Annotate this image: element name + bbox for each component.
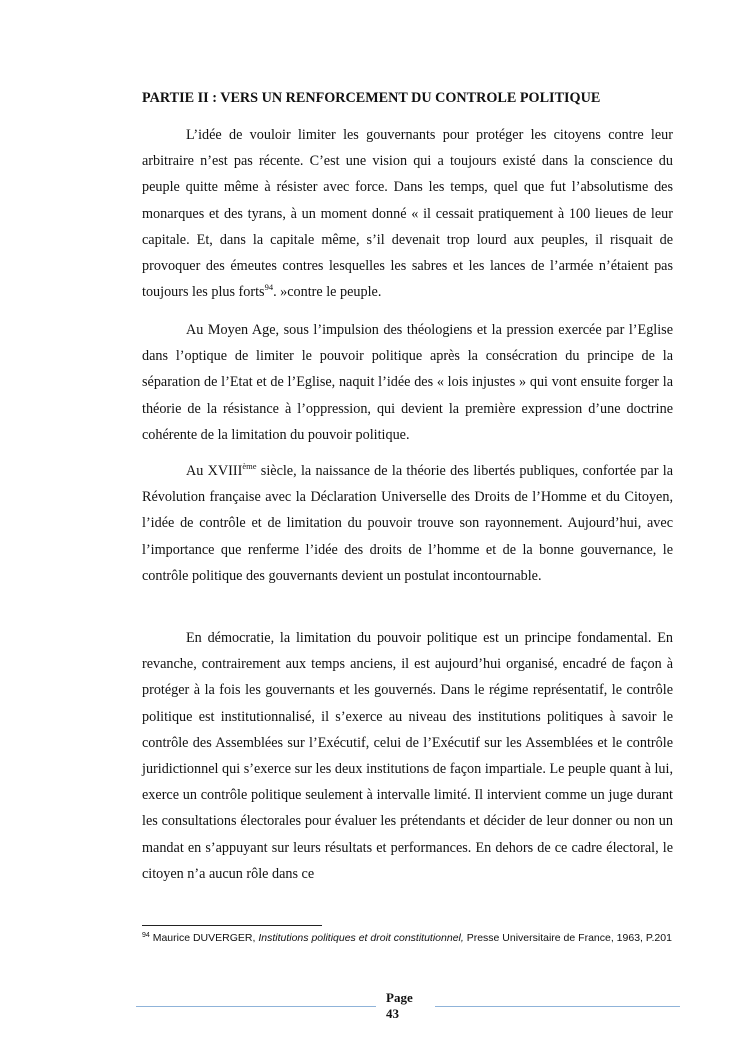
page-number-block	[386, 990, 431, 1022]
paragraph-2: Au Moyen Age, sous l’impulsion des théologiens et la pression exercée par l’Eglise dans l’optique de limiter le pouvoir politique après la consécration du principe de la séparation de l’Etat et de l’Eglise, naquit l’idée des « lois injustes » qui vont ensuite forger la théorie de la résistance à l’oppression, qui devient la première expression d’une doctrine cohérente de la limitation du pouvoir politique.	[142, 322, 673, 443]
paragraph-1	[142, 122, 673, 305]
footnote-reference-94[interactable]: 94	[264, 282, 274, 293]
paragraph-4: En démocratie, la limitation du pouvoir politique est un principe fondamental. En revanche, contrairement aux temps anciens, il est aujourd’hui organisé, encadré de façon à protéger à la fois les gouvernants et les gouvernés. Dans le régime représentatif, le contrôle politique est institutionnalisé, il s’exerce au niveau des institutions politiques à savoir le contrôle des Assemblées sur l’Exécutif, celui de l’Exécutif sur les Assemblées et le contrôle juridictionnel qui s’exerce sur les deux institutions de façon impartiale. Le peuple quant à lui, exerce un contrôle politique seulement à intervalle limité. Il intervient comme un juge durant les consultations électorales pour évaluer les prétendants et décider de leur donner ou non un mandat en s’appuyant sur leurs résultats et performances. En dehors de ce cadre électoral, le citoyen n’a aucun rôle dans ce	[142, 630, 673, 882]
paragraph-1-text: L’idée de vouloir limiter les gouvernants pour protéger les citoyens contre leur arbitraire n’est pas récente. C’est une vision qui a toujours existé dans la conscience du peuple quitte même à résister avec force. Dans les temps, quel que fut l’absolutisme des monarques et des tyrans, à un moment donné « il cessait pratiquement à 100 lieues de leur capitale. Et, dans la capitale même, s’il devenait trop lourd aux peuples, il risquait de provoquer des émeutes contres lesquelles les sabres et les lances de l’armée n’étaient pas toujours les plus forts	[142, 127, 673, 301]
page-number: 43	[386, 1006, 399, 1021]
footnote-publisher: Presse Universitaire de France, 1963, P.201	[463, 932, 672, 944]
paragraph-3	[142, 458, 673, 589]
paragraph-3-text: Au XVIII	[186, 463, 243, 479]
footnote-94	[142, 931, 673, 946]
section-heading: PARTIE II : VERS UN RENFORCEMENT DU CONTROLE POLITIQUE	[142, 90, 601, 106]
footnote-title: Institutions politiques et droit constitutionnel,	[258, 932, 464, 944]
superscript-eme: ème	[242, 461, 257, 471]
page-label: Page	[386, 990, 413, 1005]
paragraph-3-text-end: siècle, la naissance de la théorie des libertés publiques, confortée par la Révolution française avec la Déclaration Universelle des Droits de l’Homme et du Citoyen, l’idée de contrôle et de limitation du pouvoir trouve son rayonnement. Aujourd’hui, avec l’importance que renferme l’idée des droits de l’homme et de la bonne gouvernance, le contrôle politique des gouvernants devient un postulat incontournable.	[142, 463, 673, 584]
footer-line-right	[435, 1006, 680, 1007]
footnote-separator	[142, 925, 322, 926]
footnote-author: Maurice DUVERGER,	[149, 932, 259, 944]
footer-line-left	[136, 1006, 376, 1007]
footnote-number: 94	[142, 932, 150, 939]
paragraph-1-text-end: . »contre le peuple.	[273, 284, 382, 301]
